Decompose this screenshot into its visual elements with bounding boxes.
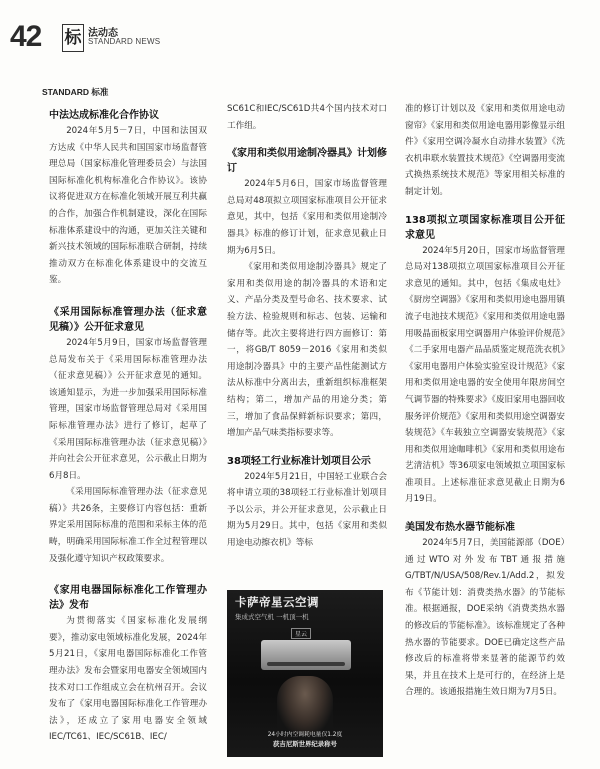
article-paragraph: 2024年5月5－7日，中国和法国双方达成《中华人民共和国国家市场监督管理总局（国家标准化管理委员会）与法国国际标准化机构标准化合作协议》。该协议将促进双方在标准化领域开展互利共赢的合作，加强合作机制建设，深化在国际标准体系建设中的沟通，更加关注关键和新兴技术领域的国际标准联合研制，持续推动双方在标准化体系建设中的交流互鉴。 [49,126,207,286]
column-1 [49,108,207,746]
ad-person-image [277,676,333,736]
section-brand-en: STANDARD NEWS [88,37,161,46]
article-title-light-industry: 38项轻工行业标准计划项目公示 [227,455,371,467]
article-paragraph: 2024年5月21日，中国轻工业联合会将申请立项的38项轻工行业标准计划项目予以公示，并公开征求意见，公示截止日期为5月29日。其中，包括《家用和类似用途电动擦衣机》等标 [227,471,387,549]
article-paragraph: 2024年5月6日，国家市场监督管理总局对48项拟立项国家标准项目公开征求意见，其中，包括《家用和类似用途制冷器具》标准的修订计划，征求意见截止日期为6月5日。 [227,179,387,256]
article-title-intl-standard: 《采用国际标准管理办法（征求意见稿）》公开征求意见 [49,306,207,333]
article-paragraph: 《家用和类似用途制冷器具》规定了家用和类似用途的制冷器具的术语和定义、产品分类及型号命名、技术要求、试验方法、检验规则和标志、包装、运输和储存等。此次主要将进行四方面修订：第一，将GB/T 8059－2016《家用和类似用途制冷器具》中的主要产品性能测试方法从标准中分离出去，重新组织标准框架结构；第二，增加产品的用途分类；第三，增加了食品保鲜新标识要求；第四，增加产品气味类指标要求等。 [227,262,387,439]
column-2 [227,101,387,552]
ad-record: 获吉尼斯世界纪录称号 [273,740,337,748]
air-conditioner-vent [267,662,345,666]
ad-title: 卡萨帝星云空调 [235,595,319,609]
magazine-logo: 标 [62,24,84,52]
article-title-appliance-intl: 《家用电器国际标准化工作管理办法》发布 [49,585,207,612]
air-conditioner-ad [227,590,383,757]
article-paragraph: 2024年5月20日，国家市场监督管理总局对138项拟立项国家标准项目公开征求意见的通知。其中，包括《集成电灶》《厨房空调器》《家用和类似用途电器用镇流子电池技术规范》《家用和类似用途电器用吸晶面板家用空调器用户体验评价规范》《二手家用电器产品品质鉴定规范洗衣机》《家用电器用户体验实验室设计规范》《家用和类似用途电器的安全使用年限房间空气调节器的特殊要求》《废旧家用电器回收服务评价规范》《家用和类似用途空调器安装规范》《车载独立空调器安装规范》《家用和类似用途咖啡机》《家用和类似用途布艺清洁机》等36项家电领域拟立项国家标准项目。上述标准征求意见截止日期为6月19日。 [405,245,565,505]
article-title-us-water-heater: 美国发布热水器节能标准 [405,522,515,534]
article-paragraph: 2024年5月7日，美国能源部（DOE）通过WTO对外发布TBT通报措施G/TBT/N/USA/508/Rev.1/Add.2，拟发布《节能计划：消费类热水器》的节能标准。根据通报，DOE采纳《消费类热水器的修改后的节能标准》。该标准规定了各种热水器的节能要求。DOE已确定这些产品修改后的标准将带来显著的能源节约效果，并且在技术上是可行的，在经济上是合理的。该通报措施生效日期为7月5日。 [405,538,565,698]
article-paragraph: 2024年5月9日，国家市场监督管理总局发布关于《采用国际标准管理办法（征求意见稿）》公开征求意见的通知。该通知显示，为进一步加强采用国际标准管理，国家市场监督管理总局对《采用国际标准管理办法》进行了修订，起草了《采用国际标准管理办法（征求意见稿）》并向社会公开征求意见，公示截止日期为6月8日。 [49,337,207,481]
column-3 [405,101,565,701]
article-paragraph-continued: 准的修订计划以及《家用和类似用途电动窗帘》《家用和类似用途电器用影像显示组件》《家用空调冷凝水自动排水装置》《洗衣机串联水装置技术规范》《空调器用变流式换热系统技术规范》等家用相关标准的制定计划。 [405,104,565,197]
ad-badge: 星云 [291,628,311,639]
article-paragraph: 《采用国际标准管理办法（征求意见稿）》共26条，主要修订内容包括：重新界定采用国际标准的范围和采标主体的范畴，明确采用国际标准工作全过程管理以及强化遵守知识产权政策要求。 [49,487,207,564]
ad-subtitle: 集成式空气机 一机顶一机 [235,613,309,621]
article-title-national-standards: 138项拟立项国家标准项目公开征求意见 [405,214,565,241]
article-paragraph: 为贯彻落实《国家标准化发展纲要》，推动家电领域标准化发展，2024年5月21日，《家用电器国际标准化工作管理办法》发布会暨家用电器安全领域国内技术对口工作组成立会在杭州召开。会议发布了《家用电器国际标准化工作管理办法》，还成立了家用电器安全领域IEC/TC61、IEC/SC61B、IEC/ [49,616,207,743]
ad-claim: 24小时内空调耗电量仅1.2度 [267,732,343,738]
page-number: 42 [10,20,42,53]
section-label: STANDARD 标准 [42,87,109,97]
article-title-refrigeration: 《家用和类似用途制冷器具》计划修订 [227,148,387,175]
article-paragraph-continued: SC61C和IEC/SC61D共4个国内技术对口工作组。 [227,104,387,131]
article-title-sino-french: 中法达成标准化合作协议 [49,110,159,121]
section-brand-cn: 法动态 [88,28,118,39]
